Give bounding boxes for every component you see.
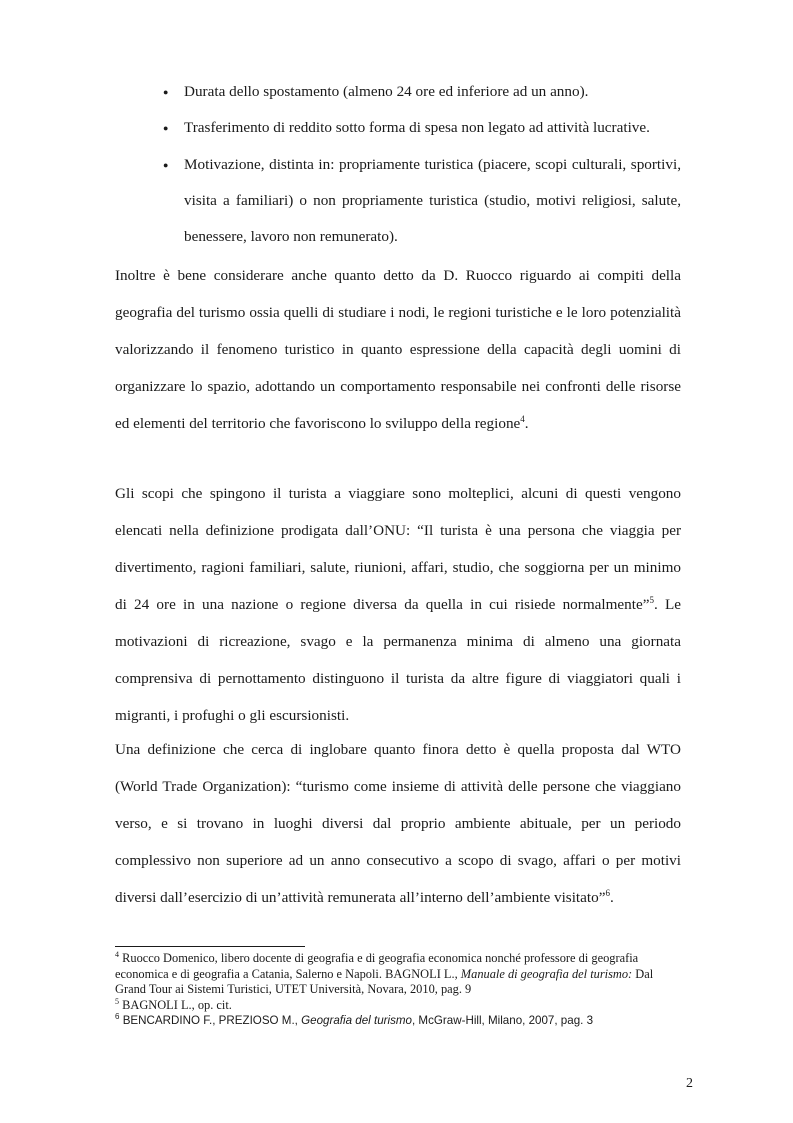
paragraph-text: Inoltre è bene considerare anche quanto detto da D. Ruocco riguardo ai compiti della geografia del turismo ossia quelli di studiare i nodi, le regioni turistiche e le loro potenzialità valorizzando il fenomeno turistico in quanto espressione della capacità degli uomini di organizzare lo spazio, adottando un comportamento responsabile nei confronti delle risorse ed elementi del territorio che favoriscono lo sviluppo della regione [115,267,681,432]
footnote-author: BENCARDINO F., PREZIOSO M., [122,1014,298,1028]
footnote-separator [115,946,305,947]
paragraph-wto: Una definizione che cerca di inglobare quanto finora detto è quella proposta dal WTO (World Trade Organization): “turismo come insieme di attività delle persone che viaggiano verso, e si trovano in luoghi diversi dal proprio ambiente abituale, per un periodo complessivo non superiore ad un anno consecutivo a scopo di svago, affari o per motivi diversi dall’esercizio di un’attività remunerata all’interno dell’ambiente visitato”$^6$. [115,741,681,906]
footnote-6 [115,1013,681,1029]
footnote-number: 6 [115,1012,120,1022]
bullet-item: ● Durata dello spostamento (almeno 24 ore ed inferiore ad un anno). [163,74,681,110]
paragraph-ruocco: Inoltre è bene considerare anche quanto detto da D. Ruocco riguardo ai compiti della geografia del turismo ossia quelli di studiare i nodi, le regioni turistiche e le loro potenzialità valorizzando il fenomeno turistico in quanto espressione della capacità degli uomini di organizzare lo spazio, adottando un comportamento responsabile nei confronti delle risorse ed elementi del territorio che favoriscono lo sviluppo della regione$^4$. [115,267,681,432]
paragraph-onu: Gli scopi che spingono il turista a viaggiare sono molteplici, alcuni di questi vengono elencati nella definizione prodigata dall’ONU: “Il turista è una persona che viaggia per divertimento, ragioni familiari, salute, riunioni, affari, studio, che soggiorna per un minimo di 24 ore in una nazione o regione diversa da quella in cui risiede normalmente”$^5$. Le motivazioni di ricreazione, svago e la permanenza minima di almeno una giornata comprensiva di pernottamento distinguono il turista da altre figure di viaggiatori quali i migranti, i profughi o gli escursionisti. [115,485,682,724]
footnote-book-title: Geografia del turismo [301,1014,412,1028]
footnote-text-rest: Dal Grand Tour ai Sistemi Turistici, UTET Università, Novara, 2010, pag. 9 [115,966,654,997]
bullet-item: ● Motivazione, distinta in: propriamente turistica (piacere, scopi culturali, sportivi, visita a familiari) o non propriamente turistica (studio, motivi religiosi, salute, benessere, lavoro non remunerato). [163,147,681,256]
footnote-5 [115,998,681,1014]
footnote-book-title: Manuale di geografia del turismo: [460,966,633,981]
paragraph-text-continued: Le motivazioni di ricreazione, svago e la permanenza minima di almeno una giornata comprensiva di pernottamento distinguono il turista da altre figure di viaggiatori quali i migranti, i profughi o gli escursionisti. [115,596,682,724]
footnote-text-rest: , McGraw-Hill, Milano, 2007, pag. 3 [411,1014,594,1028]
bullet-item: ● Trasferimento di reddito sotto forma di spesa non legato ad attività lucrative. [163,110,681,146]
footnote-4 [115,951,681,998]
footnotes [115,951,681,1029]
footnote-text: Ruocco Domenico, libero docente di geografia e di geografia economica nonché professore di geografia economica e di geografia a Catania, Salerno e Napoli. BAGNOLI L., [115,951,639,981]
footnote-ref-5[interactable]: 5 [649,594,654,605]
footnote-number: 5 [115,996,119,1006]
footnote-text: BAGNOLI L., op. cit. [122,997,232,1012]
footnote-number: 4 [115,949,119,959]
footnote-ref-6[interactable]: 6 [605,887,610,898]
paragraph-text: Una definizione che cerca di inglobare quanto finora detto è quella proposta dal WTO (World Trade Organization): “turismo come insieme di attività delle persone che viaggiano verso, e si trovano in luoghi diversi dal proprio ambiente abituale, per un periodo complessivo non superiore ad un anno consecutivo a scopo di svago, affari o per motivi diversi dall’esercizio di un’attività remunerata all’interno dell’ambiente visitato” [115,741,681,906]
footnote-ref-4[interactable]: 4 [520,413,525,424]
page-number: 2 [686,1076,693,1091]
bullet-list [163,74,681,255]
paragraph-text: Gli scopi che spingono il turista a viaggiare sono molteplici, alcuni di questi vengono elencati nella definizione prodigata dall’ONU: “Il turista è una persona che viaggia per divertimento, ragioni familiari, salute, riunioni, affari, studio, che soggiorna per un minimo di 24 ore in una nazione o regione diversa da quella in cui risiede normalmente” [115,485,681,613]
